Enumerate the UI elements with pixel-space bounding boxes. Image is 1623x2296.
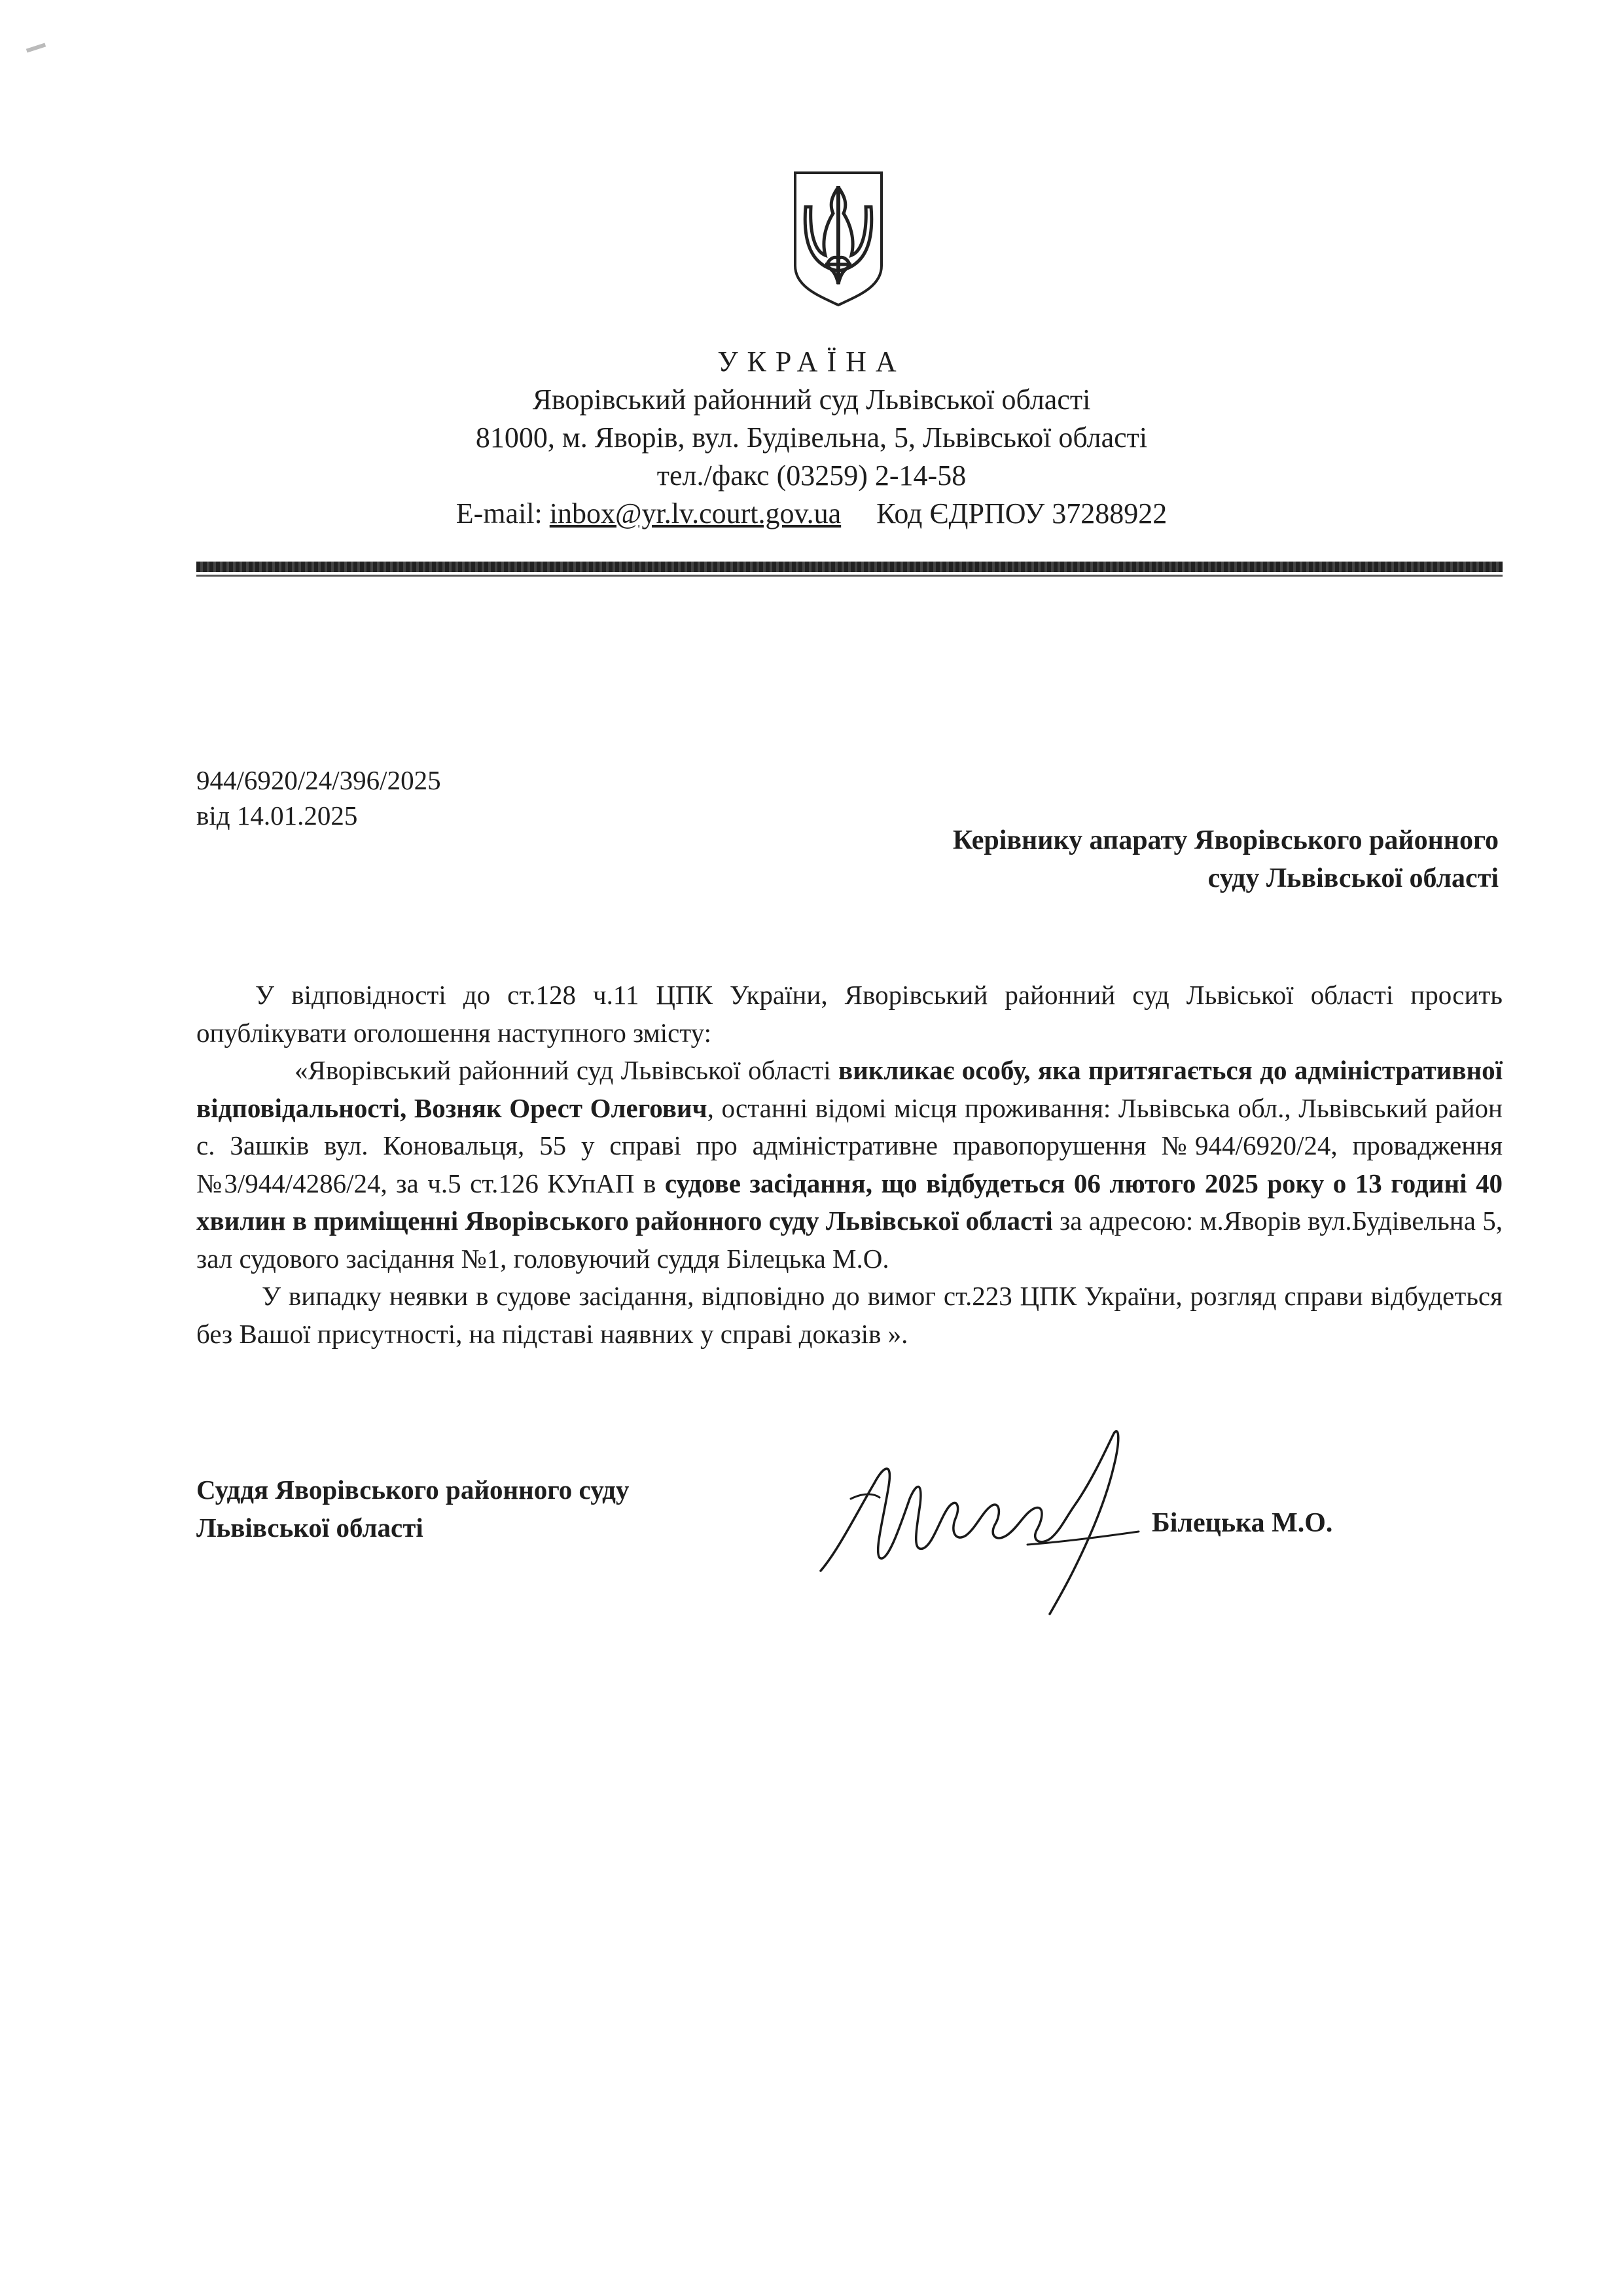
summoned-person: викликає особу, яка притягається до адміністративної відповідальності, Возняк Орест Олегович — [196, 1055, 1503, 1123]
case-details: , останні відомі місця проживання: Львівська обл., Львівський район с. Зашків вул. Коновальця, 55 у справі про адміністративне правопорушення №944/6920/24, провадження №3/944/4286/24, за ч.5 ст.126 КУпАП в — [196, 1092, 1503, 1198]
header-divider-thin — [196, 575, 1503, 577]
email-link[interactable]: inbox@yr.lv.court.gov.ua — [549, 497, 842, 529]
body-paragraph-2 — [196, 1052, 1503, 1278]
court-phone: тел./факс (03259) 2-14-58 — [656, 459, 967, 492]
outgoing-date: від 14.01.2025 — [196, 800, 358, 831]
court-address: 81000, м. Яворів, вул. Будівельна, 5, Львівської області — [475, 422, 1148, 454]
country-heading: УКРАЇНА — [717, 346, 906, 378]
announcement-intro: «Яворівський районний суд Львівської області — [294, 1055, 839, 1085]
outgoing-number: 944/6920/24/396/2025 — [196, 765, 441, 795]
handwritten-signature — [812, 1420, 1152, 1617]
signer-title-line-1: Суддя Яворівського районного суду — [196, 1475, 630, 1505]
email-label: E-mail: — [455, 497, 550, 529]
letter-body — [196, 977, 1503, 1353]
addressee-line-2: суду Львівської області — [1207, 863, 1499, 893]
scan-speck — [26, 43, 46, 53]
header-divider — [196, 562, 1503, 572]
signer-name: Білецька М.О. — [1152, 1508, 1333, 1538]
signer-title-line-2: Львівської області — [196, 1513, 423, 1543]
signer-title — [196, 1471, 629, 1547]
court-name: Яворівський районний суд Львівської області — [532, 384, 1091, 416]
court-contacts — [0, 495, 1623, 533]
body-paragraph-1: У відповідності до ст.128 ч.11 ЦПК України, Яворівський районний суд Львіської області просить опублікувати оголошення наступного змісту: — [196, 980, 1503, 1048]
hearing-location: за адресою: м.Яворів вул.Будівельна 5, зал судового засідання №1, головуючий суддя Білецька М.О. — [196, 1206, 1503, 1274]
addressee-line-1: Керівнику апарату Яворівського районного — [952, 825, 1499, 855]
hearing-datetime: судове засідання, що відбудеться 06 лютого 2025 року о 13 годині 40 хвилин в приміщенні Яворівського районного суду Львівської області — [196, 1168, 1503, 1236]
body-paragraph-3: У випадку неявки в судове засідання, відповідно до вимог ст.223 ЦПК України, розгляд справи відбудеться без Вашої присутності, на підставі наявних у справі доказів ». — [196, 1281, 1503, 1349]
edrpou-code: Код ЄДРПОУ 37288922 — [876, 497, 1168, 529]
coat-of-arms-icon — [790, 168, 887, 308]
